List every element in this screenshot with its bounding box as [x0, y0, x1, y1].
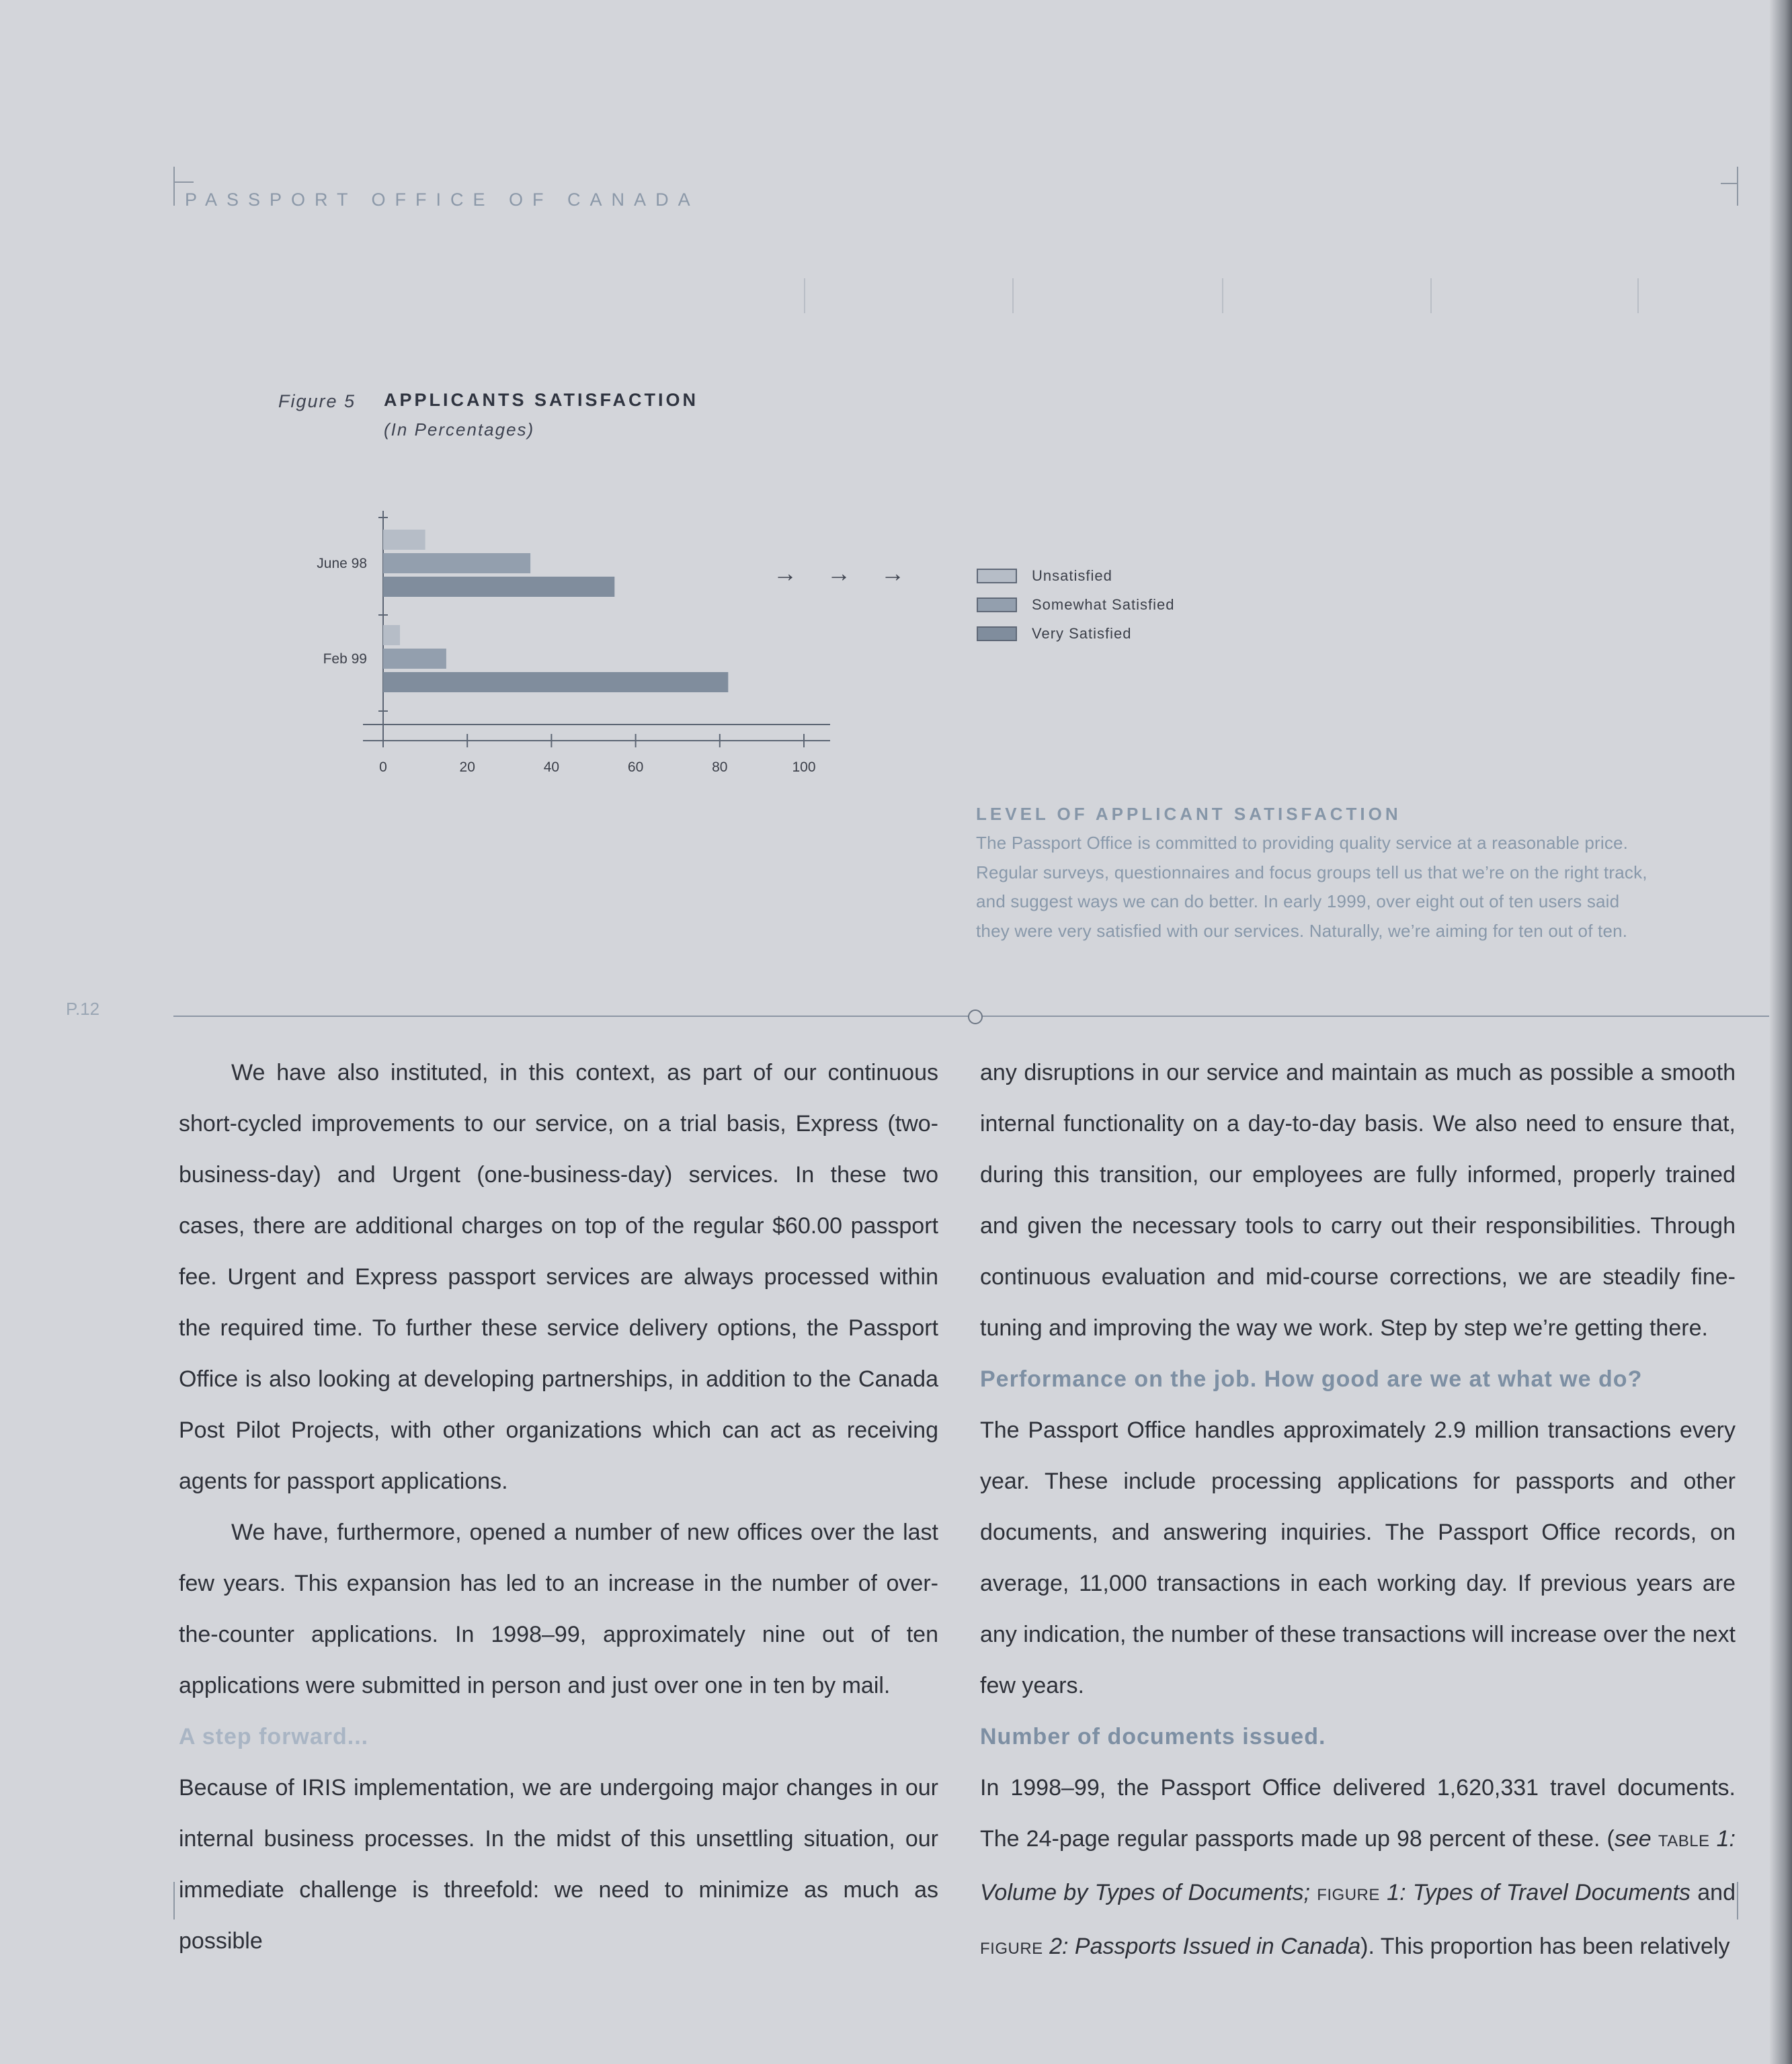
bar-somewhat-satisfied	[383, 649, 446, 669]
text-run: 1: Types of Travel Documents	[1379, 1880, 1691, 1905]
crop-mark-top-left-v	[173, 167, 175, 206]
legend-swatch	[977, 569, 1017, 583]
chart-legend	[977, 561, 1174, 648]
legend-swatch	[977, 626, 1017, 641]
text-run: TABLE	[1658, 1832, 1710, 1850]
x-tick-label: 100	[792, 759, 816, 775]
registration-tick	[804, 278, 805, 313]
satisfaction-heading: LEVEL OF APPLICANT SATISFACTION	[976, 804, 1401, 824]
registration-tick	[1430, 278, 1432, 313]
paragraph: The Passport Office handles approximately 2.9 million transactions every year. These include processing applications for passports and other documents, and answering inquiries. The Passport Office records, on average, 11,000 transactions in each working day. If previous years are any indication, the number of these transactions will increase over the next few years.	[980, 1417, 1736, 1698]
legend-label: Unsatisfied	[1032, 567, 1112, 584]
x-tick-label: 20	[459, 759, 475, 775]
running-header: PASSPORT OFFICE OF CANADA	[185, 190, 700, 210]
crop-mark-top-right-h	[1721, 183, 1738, 184]
paragraph: Because of IRIS implementation, we are undergoing major changes in our internal business processes. In the midst of this unsettling situation, our immediate challenge is threefold: we need to minimize as much as possible	[179, 1775, 938, 1954]
text-run: and	[1690, 1880, 1736, 1905]
category-label: June 98	[317, 556, 367, 571]
legend-swatch	[977, 597, 1017, 612]
page-number: P.12	[66, 999, 100, 1019]
body-column-left	[179, 1047, 938, 1967]
text-run: see	[1614, 1826, 1658, 1852]
figure-subtitle: (In Percentages)	[384, 419, 535, 440]
x-tick-label: 40	[543, 759, 560, 775]
satisfaction-body: The Passport Office is committed to providing quality service at a reasonable price. Regular surveys, questionnaires and focus groups tell us that we’re on the right track, and suggest ways we can do better. In early 1999, over eight out of ten users said they were very satisfied with our services. Naturally, we’re aiming for ten out of ten.	[976, 833, 1647, 941]
text-run: ). This proportion has been relatively	[1360, 1934, 1730, 1959]
x-tick-label: 60	[627, 759, 644, 775]
x-tick-label: 80	[712, 759, 728, 775]
paragraph	[980, 1762, 1736, 1975]
subheading-performance: Performance on the job. How good are we at what we do?	[980, 1366, 1643, 1392]
registration-tick	[1637, 278, 1639, 313]
x-tick-label: 0	[379, 759, 387, 775]
text-run: FIGURE	[1317, 1886, 1380, 1904]
legend-item-unsatisfied	[977, 561, 1174, 590]
legend-item-very-satisfied	[977, 619, 1174, 648]
figure-title: APPLICANTS SATISFACTION	[384, 390, 699, 410]
subheading-step-forward: A step forward...	[179, 1724, 369, 1749]
bar-unsatisfied	[383, 625, 400, 645]
subheading-documents-issued: Number of documents issued.	[980, 1724, 1326, 1749]
crop-mark-top-left-h	[173, 181, 194, 183]
page-edge-shadow	[1769, 0, 1792, 2064]
text-run: FIGURE	[980, 1940, 1043, 1958]
figure-label: Figure 5	[278, 391, 356, 411]
text-run: 1: Volume by Types of Documents;	[980, 1826, 1736, 1905]
section-divider	[173, 1016, 1792, 1017]
paragraph: any disruptions in our service and maintain as much as possible a smooth internal functionality on a day-to-day basis. We also need to ensure that, during this transition, our employees are fully informed, properly trained and given the necessary tools to carry out their responsibilities. Through continuous evaluation and mid-course corrections, we are steadily fine-tuning and improving the way we work. Step by step we’re getting there.	[980, 1060, 1736, 1341]
crop-mark-bottom-right-v	[1737, 1882, 1738, 1919]
bar-somewhat-satisfied	[383, 553, 530, 573]
crop-mark-top-right-v	[1737, 167, 1738, 206]
legend-label: Very Satisfied	[1032, 624, 1132, 642]
registration-tick	[1222, 278, 1223, 313]
paragraph: We have, furthermore, opened a number of new offices over the last few years. This expansion has led to an increase in the number of over-the-counter applications. In 1998–99, approximately nine out of ten applications were submitted in person and just over one in ten by mail.	[179, 1520, 938, 1698]
registration-tick	[1012, 278, 1014, 313]
bar-unsatisfied	[383, 530, 425, 550]
paragraph: We have also instituted, in this context, as part of our continuous short-cycled improvements to our service, on a trial basis, Express (two-business-day) and Urgent (one-business-day) services. In these two cases, there are additional charges on top of the regular $60.00 passport fee. Urgent and Express passport services are always processed within the required time. To further these service delivery options, the Passport Office is also looking at developing partnerships, in addition to the Canada Post Pilot Projects, with other organizations which can act as receiving agents for passport applications.	[179, 1060, 938, 1494]
divider-circle-icon	[968, 1009, 983, 1024]
text-run: In 1998–99, the Passport Office delivered 1,620,331 travel documents. The 24-page regular passports made up 98 percent of these. (	[980, 1775, 1736, 1852]
bar-very-satisfied	[383, 672, 728, 692]
legend-label: Somewhat Satisfied	[1032, 595, 1175, 613]
arrow-icons: →→→	[773, 559, 934, 587]
crop-mark-bottom-left-v	[173, 1882, 175, 1919]
satisfaction-bar-chart	[296, 497, 847, 780]
legend-item-somewhat-satisfied	[977, 590, 1174, 619]
category-label: Feb 99	[323, 651, 367, 667]
body-column-right	[980, 1047, 1736, 1975]
bar-very-satisfied	[383, 577, 614, 597]
text-run: 2: Passports Issued in Canada	[1043, 1934, 1361, 1959]
